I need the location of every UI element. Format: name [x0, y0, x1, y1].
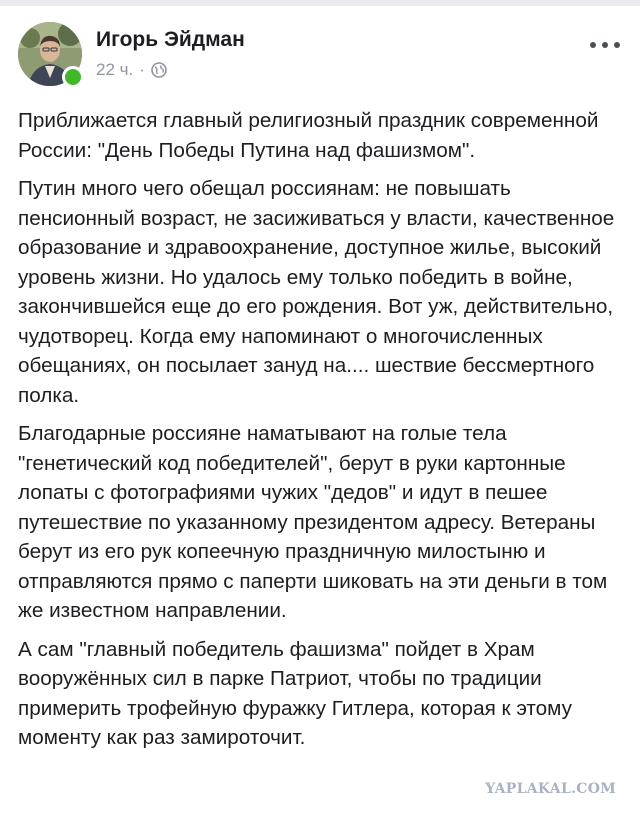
globe-icon — [151, 62, 167, 78]
more-options-icon[interactable] — [590, 38, 620, 52]
post-meta — [96, 60, 167, 80]
facebook-post — [0, 6, 640, 817]
online-status-indicator — [62, 66, 84, 88]
author-avatar[interactable] — [18, 22, 82, 86]
post-paragraph: А сам "главный победитель фашизма" пойдет в Храм вооружённых сил в парке Патриот, чтобы по традиции примерить трофейную фуражку Гитлера, которая к этому моменту как раз замироточит. — [18, 637, 572, 749]
post-paragraph: Приближается главный религиозный праздник современной России: "День Победы Путина над фашизмом". — [18, 109, 599, 162]
author-name[interactable]: Игорь Эйдман — [96, 28, 245, 51]
post-header — [18, 22, 622, 92]
post-paragraph: Благодарные россияне наматывают на голые тела "генетический код победителей", берут в руки картонные лопаты с фотографиями чужих "дедов" и идут в пешее путешествие по указанному президентом адресу. Ветераны берут из его рук копеечную праздничную милостыню и отправляются прямо с паперти шиковать на эти деньги в том же известном направлении. — [18, 422, 608, 622]
post-paragraph: Путин много чего обещал россиянам: не повышать пенсионный возраст, не засиживаться у власти, качественное образование и здравоохранение, доступное жилье, высокий уровень жизни. Но удалось ему только победить в войне, закончившейся еще до его рождения. Вот уж, действительно, чудотворец. Когда ему напоминают о многочисленных обещаниях, он посылает зануд на.... шествие бессмертного полка. — [18, 177, 615, 407]
post-timestamp[interactable]: 22 ч. — [96, 60, 134, 79]
site-watermark: YAPLAKAL.COM — [485, 781, 616, 797]
post-body — [18, 106, 624, 762]
meta-separator: · — [139, 60, 145, 79]
